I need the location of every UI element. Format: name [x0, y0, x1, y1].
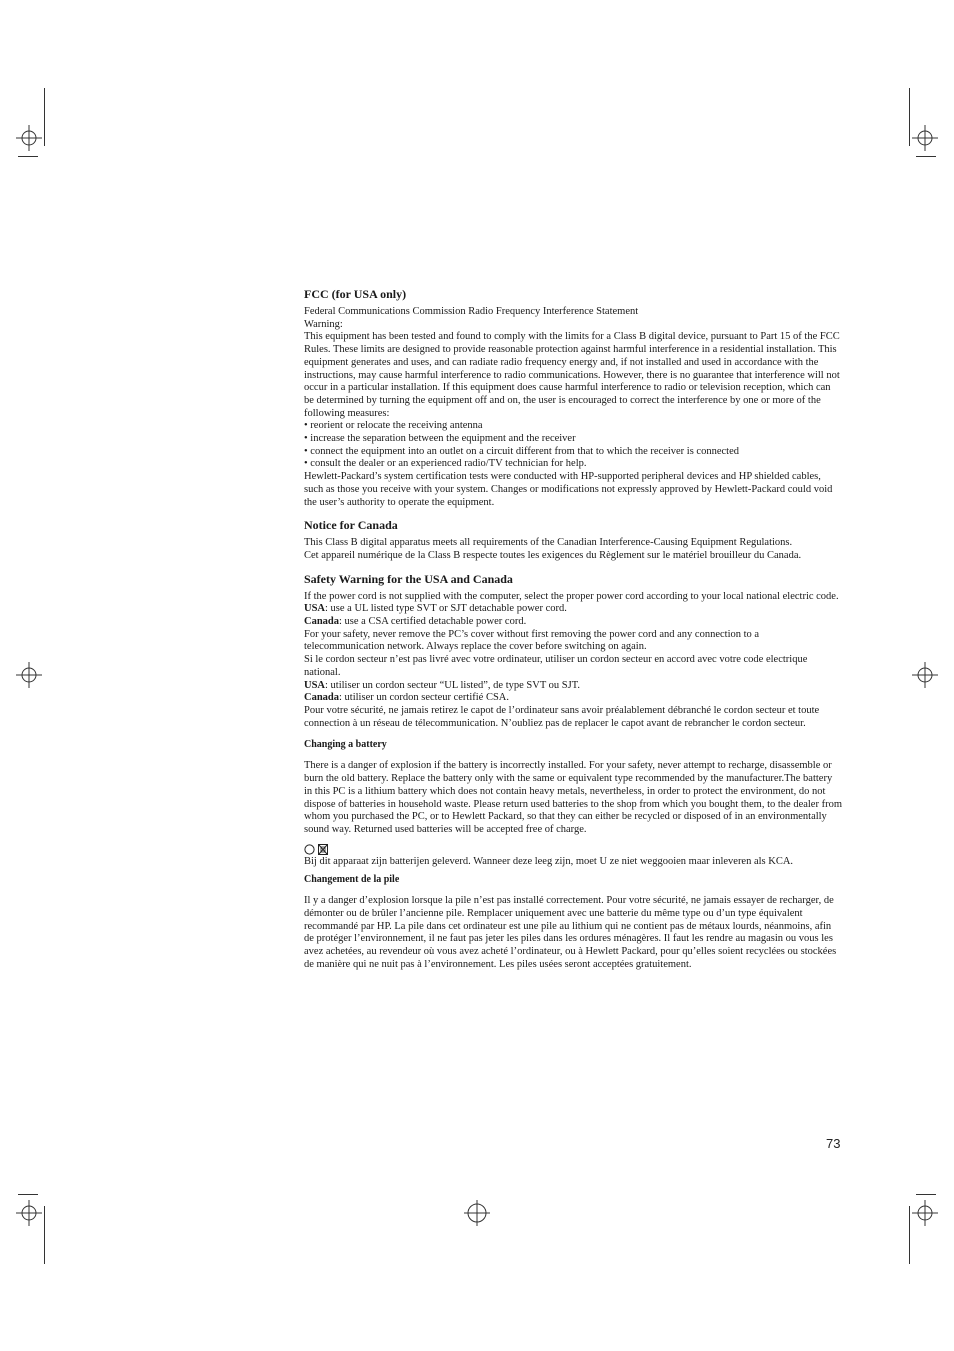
battery-title: Changing a battery	[304, 739, 387, 751]
safety-canada-line	[304, 616, 842, 629]
safety-cover: For your safety, never remove the PC’s cover without first removing the power cord and any connection to a telecommunication network. Always replace the cover before switching on again.	[304, 628, 760, 653]
usa-label: USA	[304, 603, 326, 615]
page-number: 73	[826, 1136, 841, 1151]
battery-dutch: Bij dit apparaat zijn batterijen geleverd. Wanneer deze leeg zijn, moet U ze niet weggooien maar inleveren als KCA.	[304, 855, 794, 867]
crop-mark-line	[44, 1206, 45, 1264]
fcc-section	[304, 287, 842, 509]
safety-fr-usa-line	[304, 680, 842, 693]
registration-mark-icon	[464, 1200, 490, 1226]
fr-usa-label: USA	[304, 679, 326, 691]
crop-mark-line	[18, 156, 38, 157]
canada-french: Cet appareil numérique de la Class B respecte toutes les exigences du Règlement sur le matériel brouilleur du Canada.	[304, 549, 802, 561]
page-content	[304, 287, 842, 972]
canada-section	[304, 518, 842, 562]
registration-mark-icon	[16, 662, 42, 688]
registration-mark-icon	[912, 662, 938, 688]
pile-title: Changement de la pile	[304, 874, 400, 886]
safety-usa-line	[304, 603, 842, 616]
fcc-bullet: • reorient or relocate the receiving antenna	[304, 420, 483, 432]
fcc-subtitle: Federal Communications Commission Radio Frequency Interference Statement	[304, 306, 639, 317]
usa-text: : use a UL listed type SVT or SJT detachable power cord.	[325, 603, 567, 615]
safety-section	[304, 572, 842, 731]
safety-fr-power-cord: Si le cordon secteur n’est pas livré avec votre ordinateur, utiliser un cordon secteur en accord avec votre code electrique national.	[304, 654, 808, 678]
crop-mark-line	[909, 88, 910, 146]
safety-fr-cover: Pour votre sécurité, ne jamais retirez le capot de l’ordinateur sans avoir préalablement débranché le cordon secteur et toute connection à un réseau de télecommunication. N’oubliez pas de replacer le capot avant de rebrancher le cordon secteur.	[304, 704, 820, 729]
safety-title: Safety Warning for the USA and Canada	[304, 571, 513, 586]
fr-usa-text: : utiliser un cordon secteur “UL listed”, de type SVT ou SJT.	[325, 679, 580, 691]
disposal-symbols	[304, 843, 842, 856]
fcc-closing: Hewlett-Packard’s system certification tests were conducted with HP-supported peripheral devices and HP shielded cables, such as those you receive with your system. Changes or modifications not expressly approved by Hewlett-Packard could void the user’s authority to operate the equipment.	[304, 471, 833, 508]
canada-text: : use a CSA certified detachable power cord.	[339, 616, 527, 628]
fcc-warning-label: Warning:	[304, 318, 343, 330]
crop-mark-line	[18, 1194, 38, 1195]
registration-mark-icon	[912, 1200, 938, 1226]
canada-english: This Class B digital apparatus meets all requirements of the Canadian Interference-Causing Equipment Regulations.	[304, 537, 793, 549]
canada-title: Notice for Canada	[304, 518, 398, 533]
battery-body: There is a danger of explosion if the battery is incorrectly installed. For your safety, never attempt to recharge, disassemble or burn the old battery. Replace the battery only with the same or equivalent type recommended by the manufacturer.The battery in this PC is a lithium battery which does not contain heavy metals, nevertheless, in order to protect the environment, do not dispose of batteries in household waste. Please return used batteries to the shop from which you bought them, to the dealer from whom you purchased the PC, or to Hewlett Packard, so that they can either be recycled or disposed of in an environmentally sound way. Returned used batteries will be accepted free of charge.	[304, 760, 842, 835]
fr-canada-text: : utiliser un cordon secteur certifié CSA.	[339, 692, 510, 704]
fr-canada-label: Canada	[304, 692, 340, 704]
safety-power-cord: If the power cord is not supplied with the computer, select the proper power cord according to your local national electric code.	[304, 590, 839, 602]
registration-mark-icon	[16, 125, 42, 151]
crop-mark-line	[916, 1194, 936, 1195]
pile-body: Il y a danger d’explosion lorsque la pile n’est pas installé correctement. Pour votre sécurité, ne jamais essayer de recharger, de démonter ou de brûler l’ancienne pile. Remplacer uniquement avec une batterie du même type ou d’un type équivalent recommandé par HP. La pile dans cet ordinateur est une pile au lithium qui ne contient pas de métaux lourds, néanmoins, afin de protéger l’environnement, il ne faut pas jeter les piles dans les ordures ménagères. Il faut les rendre au magasin ou vous les avez achetées, au revendeur où vous avez acheté l’ordinateur, ou à Hewlett Packard, pour qu’elles soient recyclées ou stockées de manière qui ne nuit pas à l’environnement. Les piles usées seront acceptées gratuitement.	[304, 895, 837, 970]
fcc-bullet: • increase the separation between the equipment and the receiver	[304, 433, 576, 445]
fcc-bullet: • consult the dealer or an experienced radio/TV technician for help.	[304, 458, 587, 470]
circle-symbol-icon	[304, 844, 315, 855]
battery-section	[304, 739, 842, 868]
crop-mark-line	[916, 156, 936, 157]
crop-mark-line	[44, 88, 45, 146]
canada-label: Canada	[304, 616, 340, 628]
registration-mark-icon	[912, 125, 938, 151]
fcc-bullet: • connect the equipment into an outlet on a circuit different from that to which the receiver is connected	[304, 445, 739, 457]
registration-mark-icon	[16, 1200, 42, 1226]
crop-mark-line	[909, 1206, 910, 1264]
fcc-title: FCC (for USA only)	[304, 287, 407, 301]
pile-section	[304, 874, 842, 971]
crossed-bin-icon	[318, 844, 328, 855]
fcc-body: This equipment has been tested and found to comply with the limits for a Class B digital device, pursuant to Part 15 of the FCC Rules. These limits are designed to provide reasonable protection against harmful interference in a residential installation. This equipment generates and uses, and can radiate radio frequency energy and, if not installed and used in accordance with the instructions, may cause harmful interference to radio communications. However, there is no guarantee that interference will not occur in a particular installation. If this equipment does cause harmful interference to radio or television reception, which can be determined by turning the equipment off and on, the user is encouraged to correct the interference by one or more of the following measures:	[304, 331, 840, 419]
safety-fr-canada-line	[304, 692, 842, 705]
